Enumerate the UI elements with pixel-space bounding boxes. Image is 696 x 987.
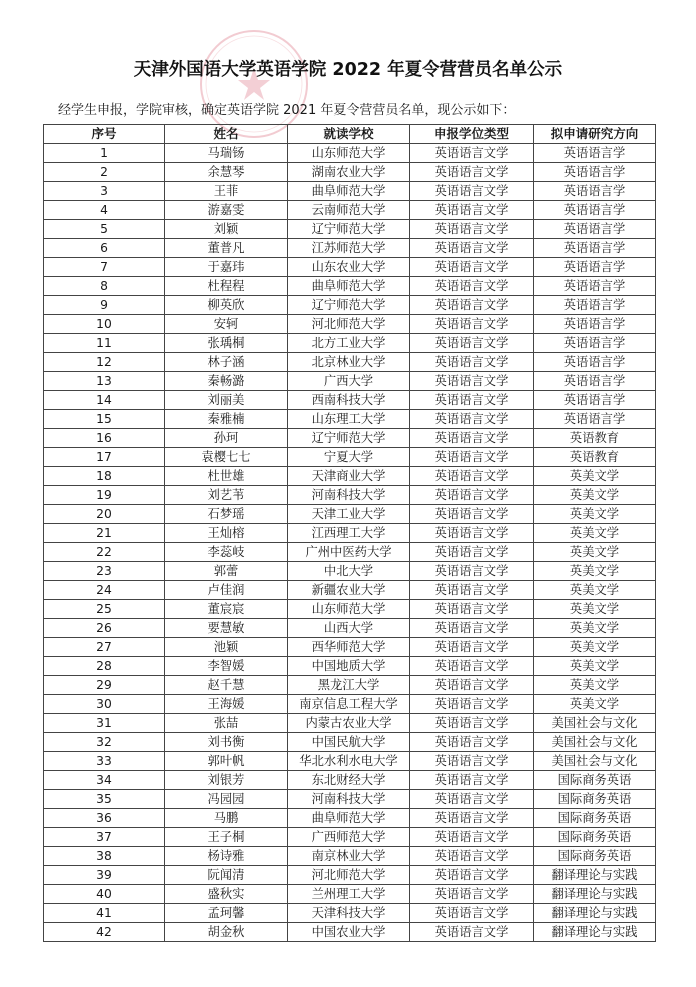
cell-index: 33 [44,752,165,771]
cell-index: 23 [44,562,165,581]
cell-index: 17 [44,448,165,467]
cell-research-direction: 英语语言学 [534,239,656,258]
cell-research-direction: 英语语言学 [534,334,656,353]
cell-school: 西华师范大学 [288,638,410,657]
cell-school: 广西师范大学 [288,828,410,847]
cell-index: 12 [44,353,165,372]
cell-name: 游嘉雯 [165,201,288,220]
cell-index: 4 [44,201,165,220]
cell-degree-type: 英语语言文学 [410,923,534,942]
cell-research-direction: 美国社会与文化 [534,714,656,733]
cell-name: 胡金秋 [165,923,288,942]
cell-research-direction: 翻译理论与实践 [534,904,656,923]
cell-research-direction: 英美文学 [534,505,656,524]
cell-index: 19 [44,486,165,505]
cell-degree-type: 英语语言文学 [410,809,534,828]
cell-index: 2 [44,163,165,182]
cell-degree-type: 英语语言文学 [410,353,534,372]
cell-school: 山东农业大学 [288,258,410,277]
cell-degree-type: 英语语言文学 [410,372,534,391]
table-body [44,144,656,942]
cell-name: 董宸宸 [165,600,288,619]
cell-school: 天津工业大学 [288,505,410,524]
cell-name: 王菲 [165,182,288,201]
cell-degree-type: 英语语言文学 [410,220,534,239]
cell-research-direction: 英美文学 [534,581,656,600]
cell-research-direction: 英美文学 [534,562,656,581]
table-row [44,695,656,714]
cell-school: 南京林业大学 [288,847,410,866]
header-degree-type: 申报学位类型 [410,125,534,144]
cell-degree-type: 英语语言文学 [410,296,534,315]
table-row [44,505,656,524]
cell-name: 池颖 [165,638,288,657]
cell-index: 3 [44,182,165,201]
cell-name: 冯园园 [165,790,288,809]
table-row [44,790,656,809]
cell-name: 王海媛 [165,695,288,714]
table-row [44,258,656,277]
cell-degree-type: 英语语言文学 [410,885,534,904]
cell-research-direction: 英美文学 [534,695,656,714]
cell-name: 马鹏 [165,809,288,828]
cell-school: 中国农业大学 [288,923,410,942]
cell-research-direction: 国际商务英语 [534,771,656,790]
cell-name: 于嘉玮 [165,258,288,277]
cell-degree-type: 英语语言文学 [410,239,534,258]
table-row [44,296,656,315]
table-row [44,866,656,885]
cell-name: 李智媛 [165,657,288,676]
cell-degree-type: 英语语言文学 [410,429,534,448]
table-header-row [44,125,656,144]
cell-school: 山西大学 [288,619,410,638]
cell-degree-type: 英语语言文学 [410,334,534,353]
cell-research-direction: 英语语言学 [534,182,656,201]
header-index: 序号 [44,125,165,144]
cell-index: 26 [44,619,165,638]
cell-degree-type: 英语语言文学 [410,144,534,163]
table-row [44,581,656,600]
cell-research-direction: 英语语言学 [534,391,656,410]
cell-school: 曲阜师范大学 [288,182,410,201]
cell-name: 孟珂馨 [165,904,288,923]
cell-school: 广州中医药大学 [288,543,410,562]
cell-school: 江西理工大学 [288,524,410,543]
cell-index: 6 [44,239,165,258]
cell-index: 29 [44,676,165,695]
table-row [44,467,656,486]
cell-index: 36 [44,809,165,828]
cell-name: 余慧琴 [165,163,288,182]
cell-index: 22 [44,543,165,562]
cell-school: 黑龙江大学 [288,676,410,695]
cell-school: 山东师范大学 [288,144,410,163]
cell-name: 杜程程 [165,277,288,296]
cell-index: 42 [44,923,165,942]
cell-school: 广西大学 [288,372,410,391]
cell-school: 新疆农业大学 [288,581,410,600]
cell-school: 北方工业大学 [288,334,410,353]
cell-name: 盛秋实 [165,885,288,904]
table-row [44,714,656,733]
cell-research-direction: 英语教育 [534,429,656,448]
table-row [44,201,656,220]
cell-index: 28 [44,657,165,676]
cell-degree-type: 英语语言文学 [410,277,534,296]
cell-name: 安轲 [165,315,288,334]
cell-school: 东北财经大学 [288,771,410,790]
header-name: 姓名 [165,125,288,144]
cell-research-direction: 国际商务英语 [534,847,656,866]
cell-research-direction: 英语语言学 [534,315,656,334]
table-row [44,619,656,638]
cell-name: 刘颖 [165,220,288,239]
cell-index: 35 [44,790,165,809]
cell-index: 24 [44,581,165,600]
cell-research-direction: 英语语言学 [534,410,656,429]
table-row [44,144,656,163]
cell-school: 内蒙古农业大学 [288,714,410,733]
cell-school: 云南师范大学 [288,201,410,220]
cell-research-direction: 翻译理论与实践 [534,885,656,904]
cell-degree-type: 英语语言文学 [410,543,534,562]
cell-research-direction: 英美文学 [534,467,656,486]
cell-index: 40 [44,885,165,904]
cell-index: 1 [44,144,165,163]
table-row [44,163,656,182]
cell-index: 7 [44,258,165,277]
cell-research-direction: 英语语言学 [534,277,656,296]
cell-name: 袁樱七七 [165,448,288,467]
cell-index: 10 [44,315,165,334]
table-row [44,657,656,676]
cell-index: 5 [44,220,165,239]
cell-index: 15 [44,410,165,429]
cell-name: 董普凡 [165,239,288,258]
cell-school: 山东理工大学 [288,410,410,429]
page-title: 天津外国语大学英语学院 2022 年夏令营营员名单公示 [133,60,563,80]
cell-name: 孙珂 [165,429,288,448]
cell-degree-type: 英语语言文学 [410,467,534,486]
table-row [44,410,656,429]
cell-research-direction: 英语语言学 [534,163,656,182]
table-row [44,429,656,448]
cell-school: 中国民航大学 [288,733,410,752]
cell-school: 西南科技大学 [288,391,410,410]
cell-name: 张瑀桐 [165,334,288,353]
cell-school: 北京林业大学 [288,353,410,372]
cell-index: 25 [44,600,165,619]
table-row [44,752,656,771]
cell-degree-type: 英语语言文学 [410,486,534,505]
cell-research-direction: 英语语言学 [534,144,656,163]
cell-index: 20 [44,505,165,524]
cell-index: 11 [44,334,165,353]
cell-research-direction: 英语语言学 [534,296,656,315]
table-row [44,182,656,201]
cell-index: 38 [44,847,165,866]
cell-degree-type: 英语语言文学 [410,771,534,790]
cell-degree-type: 英语语言文学 [410,695,534,714]
cell-research-direction: 英语语言学 [534,258,656,277]
cell-name: 卢佳润 [165,581,288,600]
cell-index: 8 [44,277,165,296]
cell-name: 秦雅楠 [165,410,288,429]
cell-school: 辽宁师范大学 [288,296,410,315]
cell-school: 华北水利水电大学 [288,752,410,771]
cell-degree-type: 英语语言文学 [410,847,534,866]
table-row [44,239,656,258]
cell-research-direction: 英美文学 [534,524,656,543]
cell-name: 要慧敏 [165,619,288,638]
cell-degree-type: 英语语言文学 [410,505,534,524]
table-row [44,220,656,239]
cell-name: 杜世雄 [165,467,288,486]
table-row [44,277,656,296]
cell-school: 中北大学 [288,562,410,581]
cell-index: 14 [44,391,165,410]
table-row [44,885,656,904]
cell-research-direction: 英语语言学 [534,353,656,372]
cell-index: 37 [44,828,165,847]
header-school: 就读学校 [288,125,410,144]
table-row [44,676,656,695]
cell-school: 南京信息工程大学 [288,695,410,714]
cell-school: 湖南农业大学 [288,163,410,182]
cell-name: 刘丽美 [165,391,288,410]
cell-name: 郭叶帆 [165,752,288,771]
cell-school: 辽宁师范大学 [288,220,410,239]
cell-research-direction: 英美文学 [534,619,656,638]
table-row [44,600,656,619]
cell-name: 阮闻清 [165,866,288,885]
cell-degree-type: 英语语言文学 [410,315,534,334]
cell-degree-type: 英语语言文学 [410,448,534,467]
table-row [44,847,656,866]
cell-degree-type: 英语语言文学 [410,182,534,201]
cell-index: 41 [44,904,165,923]
table-row [44,372,656,391]
cell-degree-type: 英语语言文学 [410,163,534,182]
cell-index: 34 [44,771,165,790]
cell-school: 曲阜师范大学 [288,277,410,296]
cell-research-direction: 英美文学 [534,600,656,619]
cell-research-direction: 国际商务英语 [534,828,656,847]
cell-research-direction: 英语语言学 [534,201,656,220]
cell-school: 天津科技大学 [288,904,410,923]
cell-school: 河南科技大学 [288,790,410,809]
cell-index: 16 [44,429,165,448]
cell-name: 李蕊岐 [165,543,288,562]
cell-research-direction: 英美文学 [534,543,656,562]
table-row [44,486,656,505]
cell-degree-type: 英语语言文学 [410,733,534,752]
cell-name: 郭蕾 [165,562,288,581]
cell-research-direction: 英语教育 [534,448,656,467]
cell-degree-type: 英语语言文学 [410,619,534,638]
cell-index: 32 [44,733,165,752]
cell-degree-type: 英语语言文学 [410,562,534,581]
table-row [44,543,656,562]
cell-index: 9 [44,296,165,315]
cell-degree-type: 英语语言文学 [410,752,534,771]
cell-name: 石梦瑶 [165,505,288,524]
cell-school: 江苏师范大学 [288,239,410,258]
cell-research-direction: 英语语言学 [534,372,656,391]
table-row [44,391,656,410]
table-row [44,562,656,581]
cell-school: 兰州理工大学 [288,885,410,904]
cell-name: 张喆 [165,714,288,733]
cell-research-direction: 英语语言学 [534,220,656,239]
table-row [44,771,656,790]
cell-research-direction: 翻译理论与实践 [534,923,656,942]
cell-school: 山东师范大学 [288,600,410,619]
cell-degree-type: 英语语言文学 [410,524,534,543]
roster-table [43,124,656,942]
cell-research-direction: 翻译理论与实践 [534,866,656,885]
cell-degree-type: 英语语言文学 [410,828,534,847]
intro-text: 经学生申报，学院审核，确定英语学院 2021 年夏令营营员名单，现公示如下： [58,103,516,118]
cell-degree-type: 英语语言文学 [410,714,534,733]
cell-index: 31 [44,714,165,733]
cell-degree-type: 英语语言文学 [410,581,534,600]
cell-index: 18 [44,467,165,486]
header-research-direction: 拟申请研究方向 [534,125,656,144]
table-row [44,334,656,353]
cell-degree-type: 英语语言文学 [410,201,534,220]
cell-research-direction: 国际商务英语 [534,809,656,828]
table-row [44,638,656,657]
table-row [44,315,656,334]
cell-index: 21 [44,524,165,543]
cell-name: 林子涵 [165,353,288,372]
cell-research-direction: 英美文学 [534,486,656,505]
cell-name: 刘艺苇 [165,486,288,505]
cell-school: 河北师范大学 [288,866,410,885]
cell-school: 辽宁师范大学 [288,429,410,448]
cell-name: 王灿榕 [165,524,288,543]
cell-degree-type: 英语语言文学 [410,866,534,885]
table-row [44,809,656,828]
cell-research-direction: 英美文学 [534,657,656,676]
cell-name: 秦畅潞 [165,372,288,391]
cell-school: 河北师范大学 [288,315,410,334]
cell-research-direction: 美国社会与文化 [534,752,656,771]
cell-degree-type: 英语语言文学 [410,904,534,923]
cell-school: 河南科技大学 [288,486,410,505]
cell-index: 30 [44,695,165,714]
cell-research-direction: 英美文学 [534,638,656,657]
cell-school: 天津商业大学 [288,467,410,486]
cell-name: 赵千慧 [165,676,288,695]
cell-name: 杨诗雅 [165,847,288,866]
cell-name: 马瑞钖 [165,144,288,163]
cell-degree-type: 英语语言文学 [410,790,534,809]
cell-index: 13 [44,372,165,391]
cell-degree-type: 英语语言文学 [410,410,534,429]
cell-research-direction: 国际商务英语 [534,790,656,809]
table-row [44,353,656,372]
table-row [44,828,656,847]
cell-research-direction: 英美文学 [534,676,656,695]
table-row [44,904,656,923]
cell-degree-type: 英语语言文学 [410,391,534,410]
cell-name: 王子桐 [165,828,288,847]
cell-name: 柳英欣 [165,296,288,315]
cell-degree-type: 英语语言文学 [410,258,534,277]
table-row [44,733,656,752]
cell-degree-type: 英语语言文学 [410,676,534,695]
cell-name: 刘书衡 [165,733,288,752]
cell-degree-type: 英语语言文学 [410,638,534,657]
cell-index: 39 [44,866,165,885]
table-row [44,524,656,543]
cell-school: 中国地质大学 [288,657,410,676]
cell-degree-type: 英语语言文学 [410,600,534,619]
table-row [44,448,656,467]
cell-degree-type: 英语语言文学 [410,657,534,676]
cell-index: 27 [44,638,165,657]
cell-name: 刘银芳 [165,771,288,790]
cell-school: 曲阜师范大学 [288,809,410,828]
cell-school: 宁夏大学 [288,448,410,467]
table-row [44,923,656,942]
cell-research-direction: 美国社会与文化 [534,733,656,752]
